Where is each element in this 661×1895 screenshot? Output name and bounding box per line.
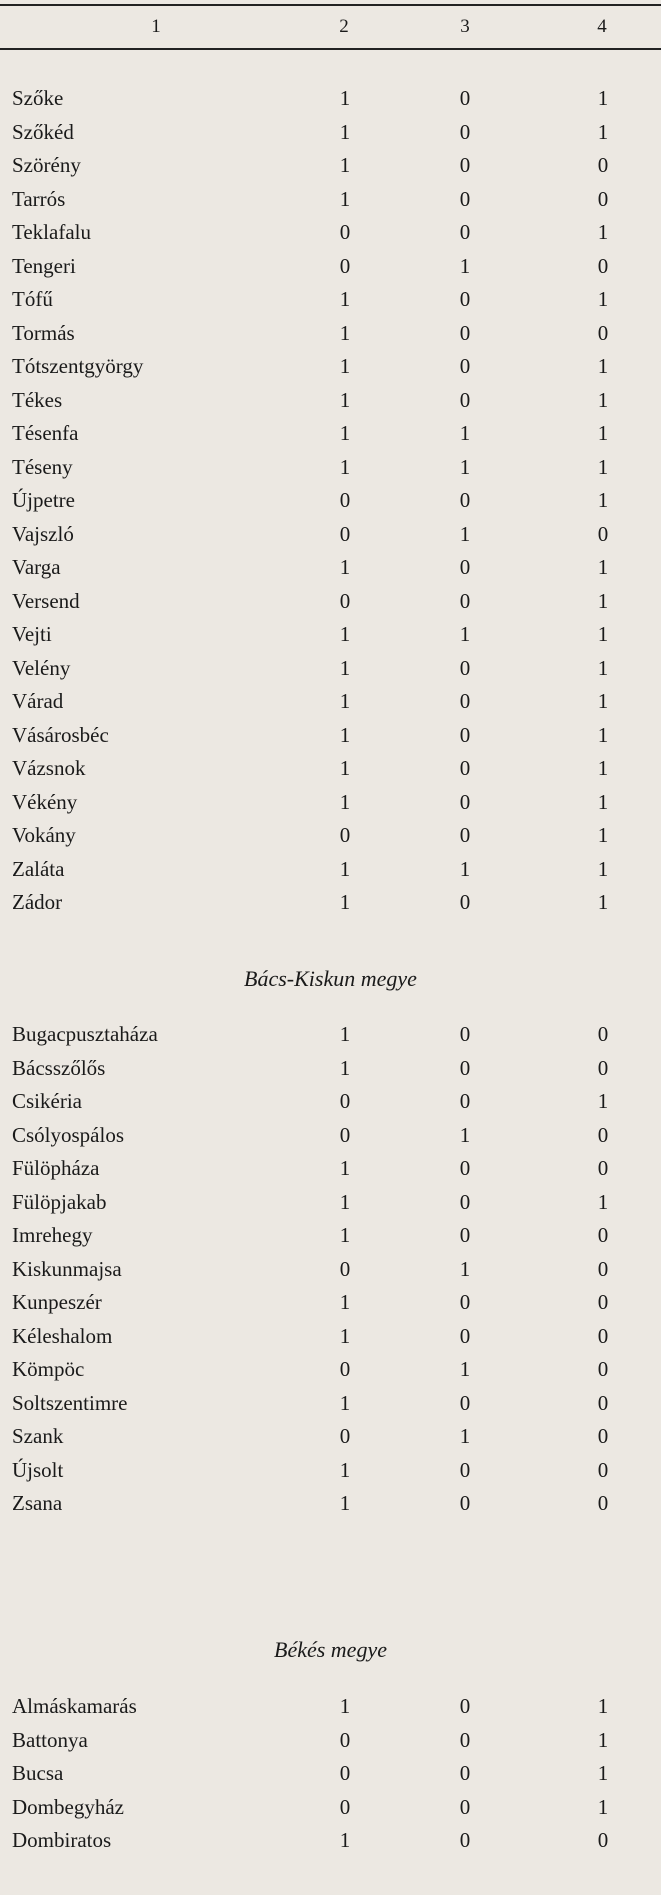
value-col-2: 0 [339,1122,351,1147]
settlement-name: Dombiratos [12,1828,112,1852]
value-col-3: 1 [459,856,471,881]
value-col-4: 1 [597,1761,609,1785]
value-col-3: 0 [459,1828,471,1852]
table-row [0,216,661,250]
value-col-4: 0 [597,1491,609,1515]
table-row [0,1353,661,1387]
value-col-3: 0 [459,86,471,110]
table-row [0,1387,661,1421]
settlement-name: Tékes [12,387,63,412]
value-col-2: 1 [339,1694,351,1718]
value-col-2: 1 [339,1390,351,1415]
table-row [0,752,661,786]
value-col-2: 1 [339,1022,351,1046]
value-col-3: 0 [459,689,471,713]
table-row [0,1724,661,1758]
value-col-3: 0 [459,220,471,244]
value-col-3: 0 [459,890,471,914]
value-col-2: 0 [339,588,351,613]
settlement-name: Soltszentimre [12,1390,128,1415]
value-col-4: 1 [597,789,609,814]
value-col-4: 1 [597,756,609,780]
value-col-4: 0 [597,521,609,546]
value-col-3: 0 [459,488,471,512]
value-col-4: 0 [597,1457,609,1482]
top-rule [0,4,661,6]
value-col-3: 0 [459,1694,471,1718]
value-col-3: 0 [459,1390,471,1415]
value-col-3: 1 [459,454,471,479]
settlement-name: Vajszló [12,521,74,546]
table-row [0,350,661,384]
value-col-4: 0 [597,153,609,177]
settlement-name: Varga [12,555,61,579]
value-col-3: 0 [459,1290,471,1314]
value-col-3: 0 [459,1055,471,1080]
value-col-3: 0 [459,320,471,345]
value-col-2: 1 [339,1290,351,1314]
value-col-3: 0 [459,823,471,847]
value-col-4: 0 [597,1223,609,1247]
table-row [0,786,661,820]
settlement-name: Bugacpusztaháza [12,1022,158,1046]
table-row [0,1219,661,1253]
table-row [0,685,661,719]
value-col-4: 0 [597,1122,609,1147]
value-col-4: 0 [597,1357,609,1381]
value-col-2: 0 [339,253,351,278]
value-col-3: 1 [459,253,471,278]
value-col-2: 1 [339,1323,351,1348]
settlement-name: Vásárosbéc [12,722,109,747]
settlement-name: Szőke [12,86,64,110]
settlement-name: Dombegyház [12,1794,124,1819]
value-col-2: 1 [339,555,351,579]
value-col-3: 0 [459,287,471,311]
table-row [0,1085,661,1119]
value-col-4: 1 [597,287,609,311]
settlement-name: Szörény [12,153,81,177]
value-col-2: 1 [339,1055,351,1080]
value-col-2: 1 [339,86,351,110]
table-row [0,82,661,116]
table-row [0,719,661,753]
table-row [0,317,661,351]
table-row [0,585,661,619]
table-row [0,283,661,317]
value-col-4: 1 [597,622,609,646]
settlement-name: Tésenfa [12,421,79,445]
table-row [0,1690,661,1724]
table-row [0,149,661,183]
table-row [0,618,661,652]
settlement-name: Kiskunmajsa [12,1256,122,1281]
value-col-4: 0 [597,1390,609,1415]
value-col-2: 1 [339,387,351,412]
value-col-2: 1 [339,186,351,211]
value-col-4: 1 [597,421,609,445]
value-col-2: 1 [339,1223,351,1247]
settlement-name: Tormás [12,320,75,345]
value-col-4: 1 [597,722,609,747]
value-col-4: 1 [597,689,609,713]
value-col-4: 1 [597,1794,609,1819]
column-header-1: 1 [151,16,161,37]
settlement-name: Bucsa [12,1761,64,1785]
table-row [0,1186,661,1220]
settlement-name: Fülöpháza [12,1156,100,1180]
column-header-4: 4 [597,16,607,37]
column-header-3: 3 [460,16,470,37]
table-row [0,1487,661,1521]
table-row [0,819,661,853]
value-col-3: 0 [459,1089,471,1113]
settlement-name: Csólyospálos [12,1122,125,1147]
settlement-name: Szank [12,1424,64,1448]
table-row [0,1253,661,1287]
settlement-name: Versend [12,588,80,613]
value-col-2: 1 [339,454,351,479]
value-col-3: 0 [459,1189,471,1214]
value-col-3: 0 [459,1223,471,1247]
settlement-name: Szőkéd [12,119,74,144]
table-section-bacs-kiskun [0,1018,661,1521]
table-row [0,183,661,217]
value-col-2: 0 [339,1727,351,1752]
table-row [0,1119,661,1153]
value-col-3: 1 [459,1424,471,1448]
table-row [0,853,661,887]
value-col-3: 0 [459,354,471,378]
value-col-2: 1 [339,1189,351,1214]
value-col-4: 1 [597,588,609,613]
value-col-2: 0 [339,1794,351,1819]
settlement-name: Vékény [12,789,78,814]
table-row [0,451,661,485]
value-col-3: 1 [459,1256,471,1281]
value-col-4: 1 [597,1189,609,1214]
settlement-name: Vázsnok [12,756,86,780]
value-col-4: 1 [597,890,609,914]
table-row [0,384,661,418]
value-col-3: 0 [459,119,471,144]
settlement-name: Csikéria [12,1089,82,1113]
settlement-name: Kunpeszér [12,1290,102,1314]
value-col-4: 0 [597,1055,609,1080]
table-row [0,518,661,552]
value-col-3: 0 [459,387,471,412]
value-col-4: 0 [597,1290,609,1314]
table-row [0,484,661,518]
header-rule [0,48,661,50]
value-col-2: 1 [339,789,351,814]
value-col-2: 0 [339,1357,351,1381]
value-col-3: 0 [459,1457,471,1482]
table-row [0,652,661,686]
value-col-2: 0 [339,1256,351,1281]
value-col-2: 1 [339,890,351,914]
value-col-3: 0 [459,1156,471,1180]
value-col-2: 1 [339,856,351,881]
settlement-name: Bácsszőlős [12,1055,106,1080]
table-row [0,1018,661,1052]
value-col-4: 1 [597,1089,609,1113]
table-row [0,417,661,451]
settlement-name: Újpetre [12,488,75,512]
table-row [0,1757,661,1791]
value-col-4: 1 [597,555,609,579]
value-col-2: 1 [339,354,351,378]
value-col-3: 0 [459,1794,471,1819]
value-col-2: 0 [339,521,351,546]
settlement-name: Vokány [12,823,76,847]
value-col-3: 0 [459,789,471,814]
value-col-3: 0 [459,1727,471,1752]
value-col-4: 1 [597,119,609,144]
settlement-name: Tótszentgyörgy [12,354,144,378]
value-col-4: 1 [597,856,609,881]
value-col-3: 0 [459,722,471,747]
settlement-name: Kéleshalom [12,1323,113,1348]
settlement-name: Tarrós [12,186,66,211]
value-col-4: 0 [597,1828,609,1852]
value-col-2: 0 [339,1089,351,1113]
value-col-4: 1 [597,454,609,479]
value-col-4: 0 [597,1424,609,1448]
value-col-3: 0 [459,153,471,177]
settlement-name: Tengeri [12,253,76,278]
value-col-4: 1 [597,488,609,512]
settlement-name: Velény [12,655,71,680]
table-row [0,1286,661,1320]
settlement-name: Újsolt [12,1457,64,1482]
value-col-4: 1 [597,1727,609,1752]
value-col-4: 1 [597,220,609,244]
settlement-name: Teklafalu [12,220,91,244]
value-col-2: 1 [339,1491,351,1515]
value-col-2: 1 [339,1156,351,1180]
value-col-4: 0 [597,320,609,345]
value-col-3: 0 [459,1761,471,1785]
table-row [0,1420,661,1454]
value-col-4: 1 [597,387,609,412]
value-col-2: 1 [339,1457,351,1482]
value-col-4: 0 [597,253,609,278]
settlement-name: Battonya [12,1727,88,1752]
value-col-3: 0 [459,186,471,211]
settlement-name: Zádor [12,890,63,914]
table-row [0,1152,661,1186]
value-col-2: 0 [339,1761,351,1785]
value-col-4: 1 [597,655,609,680]
value-col-2: 1 [339,622,351,646]
value-col-2: 0 [339,823,351,847]
value-col-2: 1 [339,756,351,780]
value-col-4: 1 [597,823,609,847]
value-col-2: 1 [339,421,351,445]
value-col-2: 0 [339,488,351,512]
table-row [0,250,661,284]
value-col-3: 0 [459,1491,471,1515]
value-col-2: 1 [339,153,351,177]
value-col-2: 1 [339,655,351,680]
settlement-name: Fülöpjakab [12,1189,107,1214]
value-col-2: 1 [339,1828,351,1852]
settlement-name: Imrehegy [12,1223,93,1247]
table-section-continued [0,82,661,920]
table-row [0,1791,661,1825]
settlement-name: Vejti [12,622,52,646]
table-row [0,1824,661,1858]
value-col-3: 1 [459,1357,471,1381]
settlement-name: Tófű [12,287,53,311]
value-col-3: 0 [459,1323,471,1348]
settlement-name: Várad [12,689,64,713]
value-col-2: 0 [339,220,351,244]
value-col-4: 0 [597,1022,609,1046]
value-col-2: 1 [339,722,351,747]
value-col-3: 0 [459,655,471,680]
value-col-4: 1 [597,86,609,110]
value-col-4: 0 [597,186,609,211]
value-col-4: 0 [597,1156,609,1180]
county-heading: Bács-Kiskun megye [244,966,417,991]
value-col-2: 0 [339,1424,351,1448]
value-col-3: 0 [459,1022,471,1046]
table-section-bekes [0,1690,661,1858]
value-col-4: 1 [597,1694,609,1718]
table-row [0,116,661,150]
value-col-4: 0 [597,1323,609,1348]
table-row [0,886,661,920]
value-col-3: 0 [459,588,471,613]
value-col-4: 0 [597,1256,609,1281]
table-row [0,1454,661,1488]
value-col-3: 0 [459,756,471,780]
table-row [0,551,661,585]
value-col-2: 1 [339,287,351,311]
value-col-3: 0 [459,555,471,579]
value-col-3: 1 [459,622,471,646]
settlement-name: Almáskamarás [12,1694,137,1718]
settlement-name: Kömpöc [12,1357,85,1381]
value-col-3: 1 [459,1122,471,1147]
value-col-2: 1 [339,689,351,713]
value-col-2: 1 [339,320,351,345]
value-col-3: 1 [459,421,471,445]
value-col-3: 1 [459,521,471,546]
value-col-4: 1 [597,354,609,378]
value-col-2: 1 [339,119,351,144]
settlement-name: Téseny [12,454,73,479]
table-row [0,1320,661,1354]
settlement-name: Zsana [12,1491,63,1515]
settlement-name: Zaláta [12,856,65,881]
county-heading: Békés megye [274,1637,387,1662]
table-row [0,1052,661,1086]
column-header-2: 2 [339,16,349,37]
